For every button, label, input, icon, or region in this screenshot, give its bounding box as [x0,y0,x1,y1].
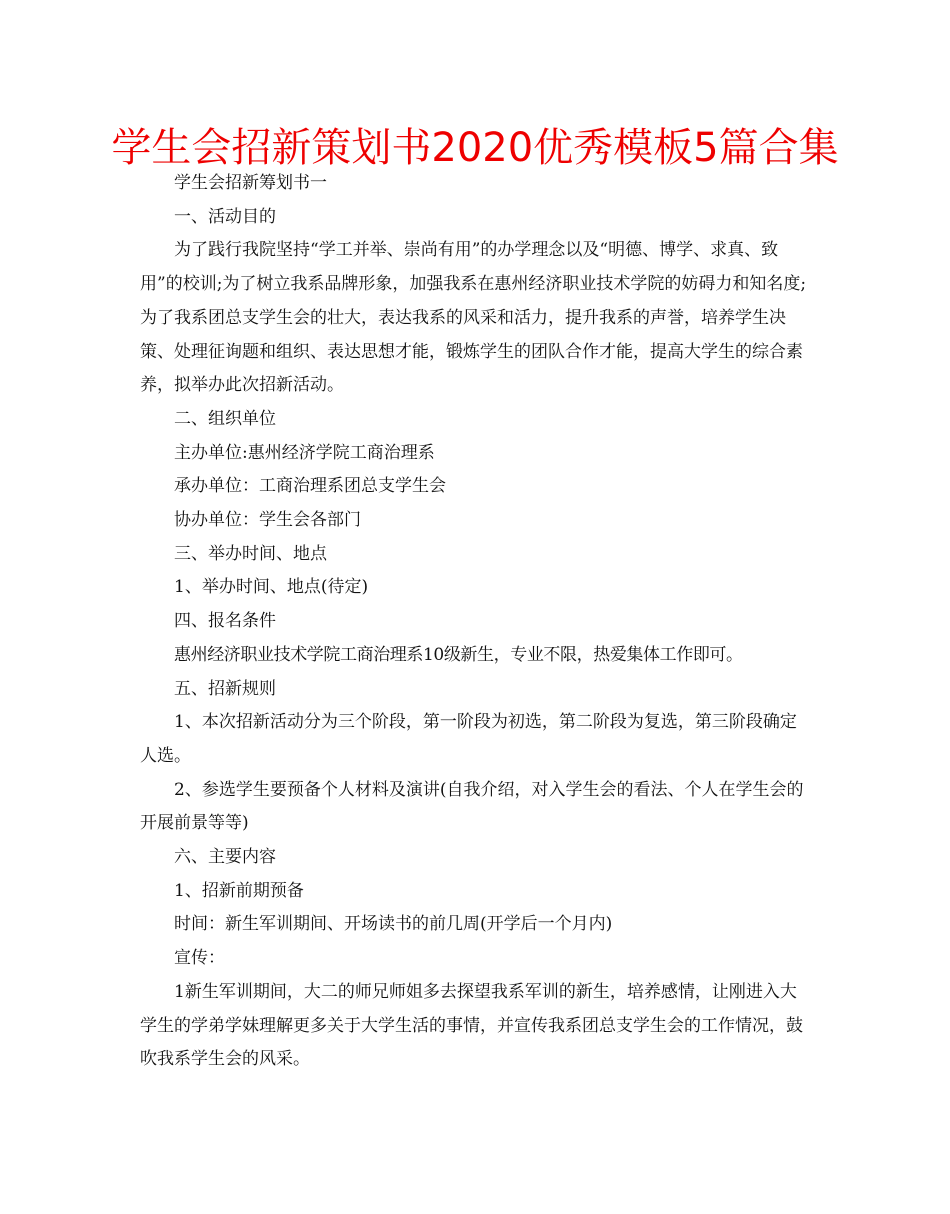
paragraph-publicity-label: 宣传： [174,948,225,969]
section-heading-rules: 五、招新规则 [174,678,276,699]
paragraph-time-place: 1、举办时间、地点(待定) [174,577,369,598]
paragraph-purpose: 为了践行我院坚持“学工并举、崇尚有用”的办学理念以及“明德、博学、求真、致用”的校训;为了树立我系品牌形象，加强我系在惠州经济职业技术学院的妨碍力和知名度;为了我系团总支学生会的壮大，表达我系的风采和活力，提升我系的声誉，培养学生决策、处理征询题和组织、表达思想才能，锻炼学生的团队合作才能，提高大学生的综合素养，拟举办此次招新活动。 [140,240,807,396]
paragraph-host: 主办单位:惠州经济学院工商治理系 [174,442,435,463]
document-title: 学生会招新策划书2020优秀模板5篇合集 [111,125,839,171]
section-heading-content: 六、主要内容 [174,847,276,868]
paragraph-requirements: 惠州经济职业技术学院工商治理系10级新生，专业不限，热爱集体工作即可。 [174,644,743,665]
section-heading-plan-one: 学生会招新筹划书一 [174,173,327,193]
section-heading-requirements: 四、报名条件 [174,611,276,632]
paragraph-preparation: 1、招新前期预备 [174,880,304,901]
paragraph-co-organizer: 协办单位：学生会各部门 [174,510,361,531]
section-heading-organizers: 二、组织单位 [174,408,276,429]
paragraph-publicity: 1新生军训期间，大二的师兄师姐多去探望我系军训的新生，培养感情，让刚进入大学生的学弟学妹理解更多关于大学生活的事情，并宣传我系团总支学生会的工作情况，鼓吹我系学生会的风采。 [140,981,803,1070]
paragraph-rule-2: 2、参选学生要预备个人材料及演讲(自我介绍，对入学生会的看法、个人在学生会的开展前景等等) [140,779,804,834]
section-heading-time-place: 三、举办时间、地点 [174,543,327,564]
paragraph-rule-1: 1、本次招新活动分为三个阶段，第一阶段为初选，第二阶段为复选，第三阶段确定人选。 [140,712,797,766]
section-heading-purpose: 一、活动目的 [174,206,276,227]
paragraph-time: 时间：新生军训期间、开场读书的前几周(开学后一个月内) [174,914,613,935]
document-body [140,167,810,1077]
paragraph-undertaker: 承办单位：工商治理系团总支学生会 [174,476,446,497]
